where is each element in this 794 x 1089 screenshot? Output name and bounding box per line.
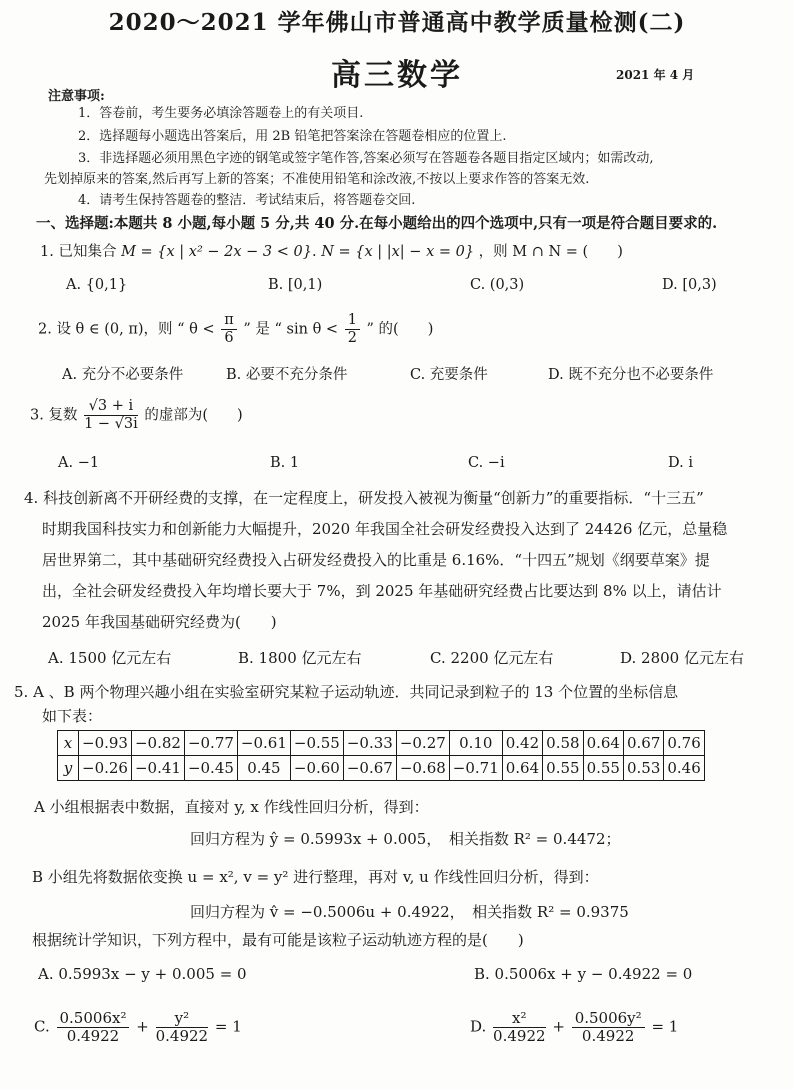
table-cell: 0.55 [543, 756, 583, 781]
q5-question: 根据统计学知识，下列方程中，最有可能是该粒子运动轨迹方程的是( ) [32, 931, 524, 949]
table-cell: 0.10 [449, 731, 502, 756]
notice-item-4: 4．请考生保持答题卷的整洁．考试结束后，将答题卷交回. [78, 193, 416, 208]
question-2 [38, 312, 433, 347]
table-cell: −0.60 [290, 756, 343, 781]
set-n: N = {x | |x| − x = 0} [321, 244, 475, 260]
fraction: $\frac{\text{y²}}{0.4922}$ [155, 1009, 209, 1045]
data-table [57, 730, 705, 781]
fraction: $\frac{1}{2}$ [345, 312, 360, 347]
q5-option-d[interactable] [470, 1010, 678, 1045]
q4-line-5: 2025 年我国基础研究经费为( ) [42, 613, 277, 631]
table-cell: −0.68 [396, 756, 449, 781]
question-text: 设 θ ∈ (0, π)，则 “ θ < [56, 321, 215, 338]
question-text: ” 是 “ sin θ < [243, 321, 339, 338]
q5-line-1: 5. A 、B 两个物理兴趣小组在实验室研究某粒子运动轨迹．共同记录到粒子的 13 个位置的坐标信息 [14, 683, 679, 701]
notice-item-3-cont: 先划掉原来的答案,然后再写上新的答案；不准使用铅笔和涂改液,不按以上要求作答的答案无效. [44, 172, 590, 187]
table-cell: 0.46 [664, 756, 704, 781]
q3-option-d[interactable]: D. i [668, 455, 693, 471]
question-text: ” 的( ) [366, 321, 434, 338]
equation-rhs: = 1 [651, 1017, 679, 1036]
q2-option-d[interactable]: D. 既不充分也不必要条件 [548, 367, 714, 383]
table-cell: −0.45 [184, 756, 237, 781]
table-row-header: y [58, 756, 79, 781]
q4-option-b[interactable]: B. 1800 亿元左右 [238, 649, 362, 667]
fraction: $\frac{\text{x²}}{0.4922}$ [493, 1009, 546, 1045]
table-cell: 0.67 [623, 731, 663, 756]
q4-line-3: 居世界第二，其中基础研究经费投入占研发经费投入的比重是 6.16%．“十四五”规划《纲要草案》提 [42, 551, 710, 569]
q5-option-c[interactable] [34, 1010, 242, 1045]
q1-option-b[interactable]: B. [0,1) [268, 277, 323, 293]
question-1: 1. 已知集合 M = {x | x² − 2x − 3 < 0}. N = {x | |x| − x = 0} ，则 M ∩ N = ( ) [40, 244, 623, 260]
option-label: C. [34, 1017, 50, 1036]
question-number: 2. [38, 321, 52, 338]
q5-group-a-text: A 小组根据表中数据，直接对 y, x 作线性回归分析，得到： [34, 798, 429, 816]
table-cell: −0.82 [131, 731, 184, 756]
q2-option-a[interactable]: A. 充分不必要条件 [62, 367, 184, 383]
page-title: 2020～2021 学年佛山市普通高中教学质量检测(二) [108, 9, 686, 36]
table-cell: 0.42 [502, 731, 542, 756]
q4-line-4: 出，全社会研发经费投入年均增长要大于 7%，到 2025 年基础研究经费占比要达到 8% 以上，请估计 [42, 582, 722, 600]
table-cell: −0.33 [343, 731, 396, 756]
question-text: ，则 M ∩ N = ( ) [478, 244, 623, 260]
q5-option-a[interactable]: A. 0.5993x − y + 0.005 = 0 [38, 965, 247, 983]
fraction: $\frac{\text{0.5006y²}}{0.4922}$ [572, 1010, 645, 1045]
table-cell: 0.55 [583, 756, 623, 781]
q5-group-a-equation: 回归方程为 ŷ = 0.5993x + 0.005， 相关指数 R² = 0.4472； [190, 830, 621, 848]
q5-group-b-equation: 回归方程为 v̂ = −0.5006u + 0.4922， 相关指数 R² = 0.9375 [190, 903, 629, 921]
q4-line-2: 时期我国科技实力和创新能力大幅提升，2020 年我国全社会研发经费投入达到了 24426 亿元，总量稳 [42, 520, 728, 538]
table-cell: −0.93 [79, 731, 132, 756]
plus-sign: + [552, 1017, 565, 1036]
q1-option-d[interactable]: D. [0,3) [662, 277, 717, 293]
notice-heading: 注意事项: [48, 89, 105, 104]
table-cell: −0.27 [396, 731, 449, 756]
notice-item-3: 3．非选择题必须用黑色字迹的钢笔或签字笔作答,答案必须写在答题卷各题目指定区域内；如需改动, [78, 151, 654, 166]
notice-item-1: 1．答卷前，考生要务必填涂答题卷上的有关项目. [78, 106, 364, 121]
q5-line-2: 如下表： [42, 707, 103, 725]
table-cell: 0.76 [664, 731, 704, 756]
table-cell: 0.64 [502, 756, 542, 781]
fraction: $\frac{√3 + i}{1 - √3i}$ [84, 398, 138, 432]
set-m: M = {x | x² − 2x − 3 < 0} [121, 244, 312, 260]
question-text: 复数 [48, 407, 78, 424]
table-cell: −0.77 [184, 731, 237, 756]
q2-option-c[interactable]: C. 充要条件 [410, 367, 488, 383]
q5-group-b-text: B 小组先将数据依变换 u = x², v = y² 进行整理，再对 v, u 作线性回归分析，得到： [32, 868, 599, 886]
q4-line-1: 4. 科技创新离不开研经费的支撑，在一定程度上，研发投入被视为衡量“创新力”的重要指标．“十三五” [24, 489, 704, 507]
question-text: 已知集合 [58, 244, 117, 260]
table-cell: 0.64 [583, 731, 623, 756]
table-cell: −0.55 [290, 731, 343, 756]
option-label: D. [470, 1017, 487, 1036]
table-cell: −0.61 [237, 731, 290, 756]
table-cell: −0.71 [449, 756, 502, 781]
table-cell: −0.41 [131, 756, 184, 781]
q1-option-c[interactable]: C. (0,3) [470, 277, 525, 293]
notice-item-2: 2．选择题每小题选出答案后，用 2B 铅笔把答案涂在答题卷相应的位置上. [78, 129, 507, 144]
q3-option-c[interactable]: C. −i [468, 455, 505, 471]
q2-option-b[interactable]: B. 必要不充分条件 [226, 367, 348, 383]
q4-option-c[interactable]: C. 2200 亿元左右 [430, 649, 554, 667]
question-text: 的虚部为( ) [144, 407, 243, 424]
page-subtitle: 高三数学 [331, 58, 463, 93]
table-row [58, 731, 705, 756]
table-cell: 0.53 [623, 756, 663, 781]
fraction: $\frac{\text{0.5006x²}}{0.4922}$ [57, 1010, 130, 1045]
table-cell: 0.45 [237, 756, 290, 781]
table-cell: −0.26 [79, 756, 132, 781]
exam-date: 2021 年 4 月 [616, 68, 695, 82]
table-cell: −0.67 [343, 756, 396, 781]
q4-option-a[interactable]: A. 1500 亿元左右 [48, 649, 172, 667]
table-cell: 0.58 [543, 731, 583, 756]
question-number: 1. [40, 244, 54, 260]
q3-option-a[interactable]: A. −1 [58, 455, 100, 471]
q4-option-d[interactable]: D. 2800 亿元左右 [620, 649, 744, 667]
q1-option-a[interactable]: A. {0,1} [66, 277, 128, 293]
table-row-header: x [58, 731, 79, 756]
q5-option-b[interactable]: B. 0.5006x + y − 0.4922 = 0 [474, 965, 693, 983]
fraction: $\frac{\pi}{6}$ [221, 312, 237, 347]
section-heading: 一、选择题:本题共 8 小题,每小题 5 分,共 40 分.在每小题给出的四个选项中,只有一项是符合题目要求的. [36, 215, 718, 232]
question-number: 3. [30, 407, 44, 424]
table-row [58, 756, 705, 781]
q3-option-b[interactable]: B. 1 [270, 455, 300, 471]
equation-rhs: = 1 [214, 1017, 242, 1036]
question-3 [30, 398, 243, 433]
plus-sign: + [136, 1017, 149, 1036]
